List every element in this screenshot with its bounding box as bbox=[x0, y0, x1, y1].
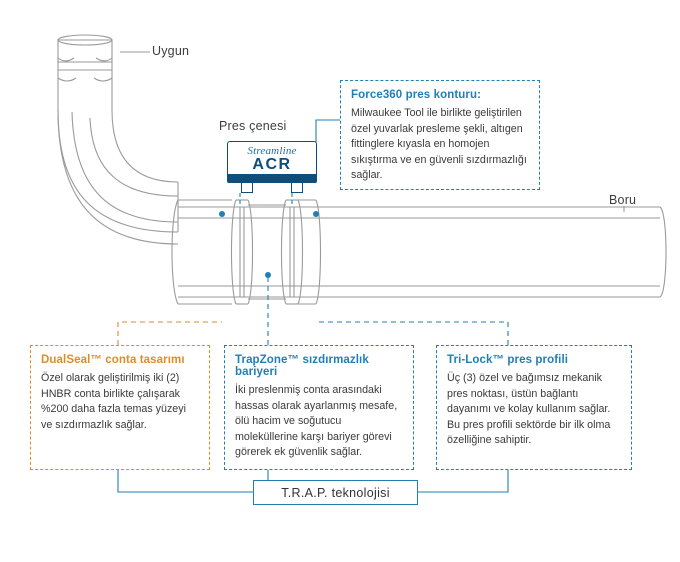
callout-dualseal-body: Özel olarak geliştirilmiş iki (2) HNBR conta birlikte çalışarak %200 daha fazla temas yüzeyi ve sızdırmazlık sağlar. bbox=[41, 372, 186, 431]
trap-technology-box bbox=[253, 480, 418, 505]
jaw-brand-script: Streamline bbox=[247, 145, 297, 157]
callout-trilock-title: Tri-Lock™ pres profili bbox=[447, 354, 569, 366]
label-pipe: Boru bbox=[609, 193, 637, 207]
callout-dualseal bbox=[30, 345, 210, 470]
press-jaw-graphic bbox=[227, 141, 317, 193]
trap-technology-label: T.R.A.P. teknolojisi bbox=[281, 485, 390, 500]
callout-force360-title: Force360 pres konturu: bbox=[351, 89, 482, 101]
label-press-jaw: Pres çenesi bbox=[219, 119, 287, 133]
jaw-foot-left bbox=[241, 183, 253, 193]
callout-dualseal-title: DualSeal™ conta tasarımı bbox=[41, 354, 185, 366]
callout-trapzone bbox=[224, 345, 414, 470]
label-fitting: Uygun bbox=[152, 44, 190, 58]
callout-force360-body: Milwaukee Tool ile birlikte geliştirilen özel yuvarlak presleme şekli, altıgen fittinglere kıyasla en homojen sıkıştırma ve en güvenli sızdırmazlığı sağlar. bbox=[351, 107, 527, 182]
callout-trilock bbox=[436, 345, 632, 470]
callout-force360 bbox=[340, 80, 540, 190]
jaw-brand-model: ACR bbox=[252, 156, 292, 173]
callout-trilock-body: Üç (3) özel ve bağımsız mekanik pres noktası, üstün bağlantı dayanımı ve kolay kullanım sağlar. Bu pres profili sektörde bir ilk olma özelliğine sahiptir. bbox=[447, 372, 611, 447]
callout-trapzone-title: TrapZone™ sızdırmazlık bariyeri bbox=[235, 354, 369, 378]
jaw-foot-right bbox=[291, 183, 303, 193]
callout-trapzone-body: İki preslenmiş conta arasındaki hassas olarak ayarlanmış mesafe, ölü hacim ve soğutucu moleküllerine karşı bariyer görevi görerek ek güvenlik sağlar. bbox=[235, 384, 398, 459]
jaw-strip bbox=[227, 174, 317, 183]
